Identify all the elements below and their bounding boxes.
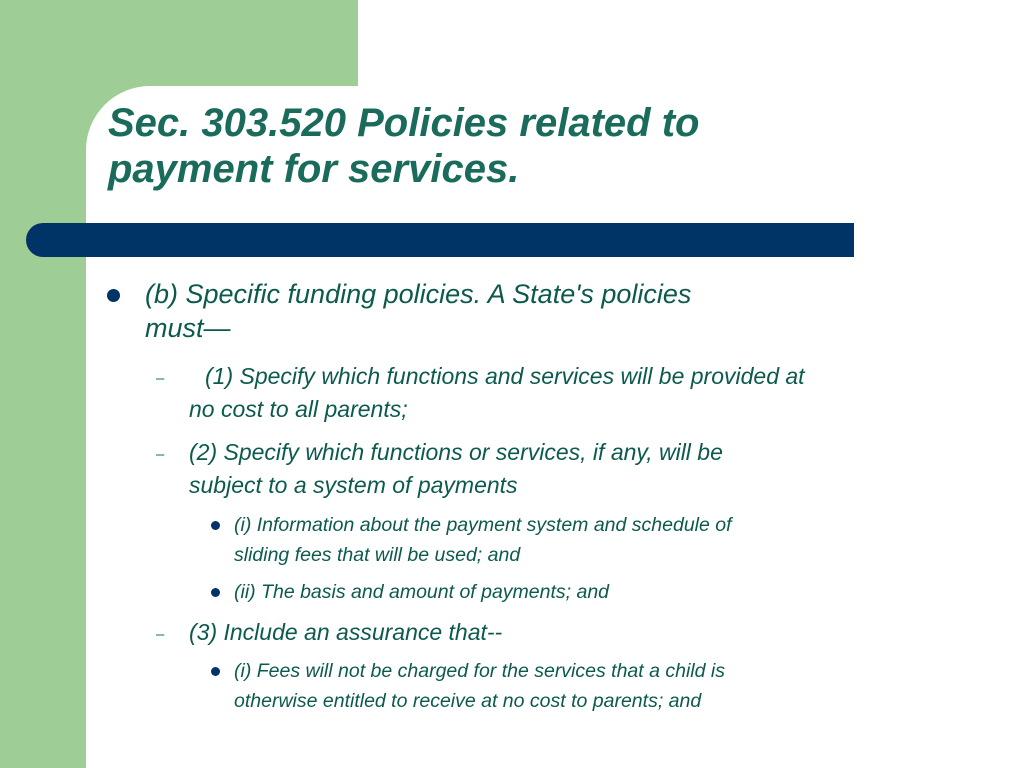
- list-item-2: [189, 436, 723, 502]
- list-item-3-i: [234, 656, 725, 716]
- list-item-3-i-line-2: otherwise entitled to receive at no cost to parents; and: [234, 690, 702, 712]
- dash-icon: –: [156, 370, 165, 387]
- list-item-b: [145, 277, 691, 345]
- bullet-icon: [211, 667, 220, 676]
- list-item-3-i-line-1: (i) Fees will not be charged for the services that a child is: [234, 660, 725, 682]
- dash-icon: –: [156, 446, 165, 463]
- bullet-icon: [211, 521, 220, 530]
- list-item-2-line-2: subject to a system of payments: [189, 472, 518, 498]
- slide-title-line-1: Sec. 303.520 Policies related to: [108, 101, 700, 145]
- list-item-3-line-1: (3) Include an assurance that--: [189, 619, 503, 645]
- list-item-2-i-line-2: sliding fees that will be used; and: [234, 544, 521, 566]
- dash-icon: –: [156, 626, 165, 643]
- list-item-1-line-2: no cost to all parents;: [189, 396, 408, 422]
- list-item-3: [189, 616, 502, 649]
- list-item-1-text: (1) Specify which functions and services will be provided at: [205, 363, 805, 389]
- list-item-2-ii-line-1: (ii) The basis and amount of payments; and: [234, 581, 610, 603]
- list-item-2-ii: [234, 577, 609, 607]
- list-item-1: [189, 360, 805, 426]
- bullet-icon: [107, 289, 120, 302]
- list-item-2-line-1: (2) Specify which functions or services, if any, will be: [189, 439, 723, 465]
- list-item-2-i: [234, 510, 732, 570]
- slide-title-line-2: payment for services.: [108, 147, 520, 191]
- list-item-b-line-1: (b) Specific funding policies. A State's policies: [145, 279, 692, 309]
- list-item-1-line-1: [189, 360, 805, 393]
- list-item-b-line-2: must—: [145, 313, 231, 343]
- list-item-2-i-line-1: (i) Information about the payment system and schedule of: [234, 514, 732, 536]
- bullet-icon: [211, 588, 220, 597]
